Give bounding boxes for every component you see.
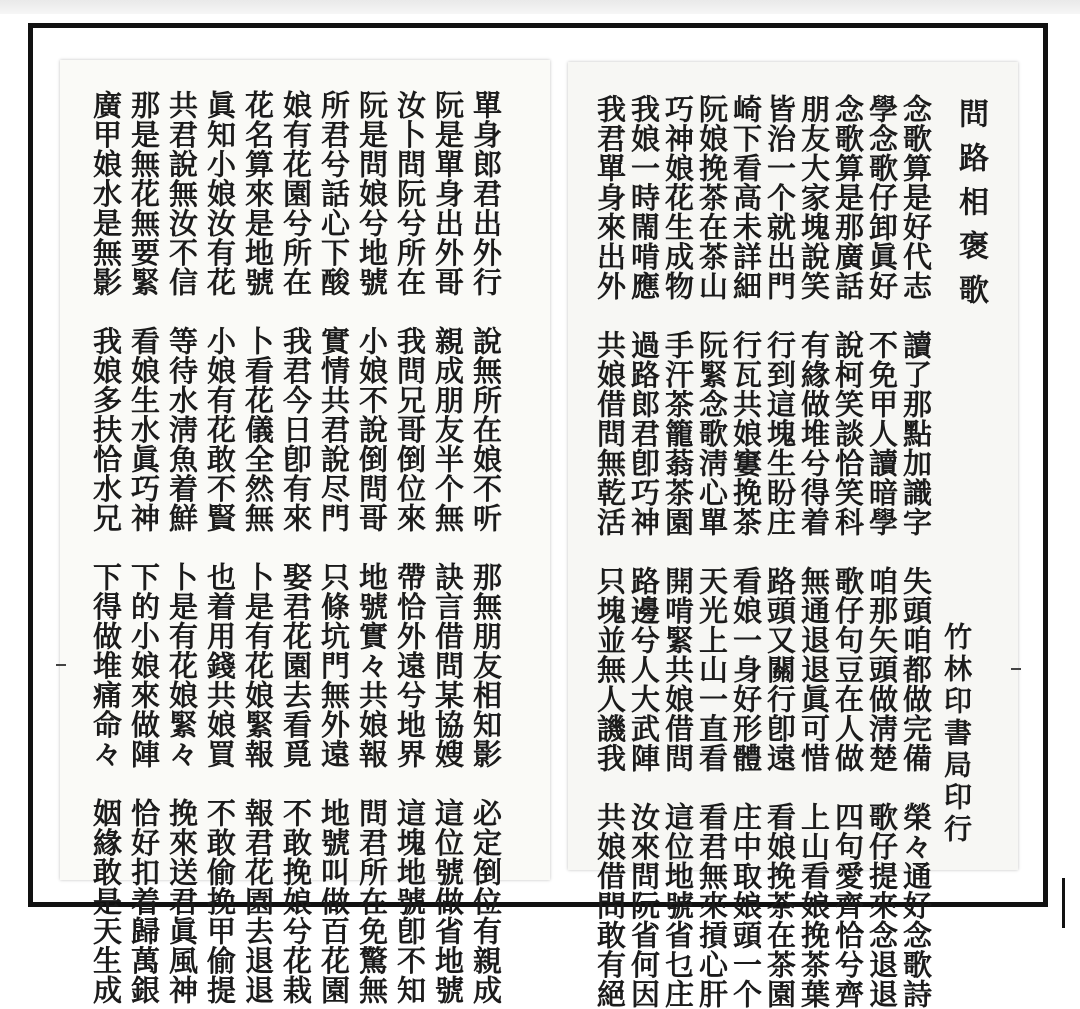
text-column: 皆治一个就出門 行到這塊生盼庄 路頭又關行卽遠 看娘挽茶在茶園	[763, 94, 797, 1009]
right-page	[568, 62, 1018, 1009]
margin-tick	[56, 664, 66, 666]
song-title: 問路相褒歌	[953, 98, 988, 318]
text-column: 單身郎君出外行 說無所在娘不听 那無朋友相知影 必定倒位有親成	[469, 90, 503, 1005]
text-column: 崎下看高未詳細 行瓦共娘窶挽茶 看娘一身好形體 庄中取娘頭一个	[729, 94, 763, 1009]
left-page	[60, 60, 550, 1005]
margin-tick	[1011, 668, 1021, 670]
text-column: 娘有花園兮所在 我君今日卽有來 娶君花園去看覓 不敢挽娘兮花栽	[279, 90, 313, 1005]
text-column: 所君兮話心下酸 實情共君說尽門 只條坑門無外遠 地號叫做百花園	[317, 90, 351, 1005]
text-column: 我君單身來出外 共娘借問無乾活 只塊並無人譏我 共娘借問敢有絕	[593, 94, 627, 1009]
text-column: 汝卜問阮兮所在 我問兄哥倒位來 帶恰外遠兮地界 這塊地號卽不知	[393, 90, 427, 1005]
text-column: 那是無花無要緊 看娘生水眞巧神 下的小娘來做陣 恰好扣着歸萬銀	[127, 90, 161, 1005]
text-column: 念歌算是好代志 讀了那點加識字 失頭咱都做完備 榮々通好念歌詩	[899, 94, 933, 1009]
text-column: 阮娘挽茶在茶山 阮緊念歌淸心單 天光上山一直看 看君無來摃心肝	[695, 94, 729, 1009]
text-column: 朋友大家塊說笑 有緣做堆兮得着 無通退退眞可惜 上山看娘挽茶葉	[797, 94, 831, 1009]
text-column: 共君說無汝不信 等待水淸魚着鮮 卜是有花娘緊々 挽來送君眞風神	[165, 90, 199, 1005]
text-column: 阮是單身出外哥 親成朋友半个無 訣言借問某協嫂 這位號做省地號	[431, 90, 465, 1005]
publisher-imprint: 竹林印書局印行	[940, 622, 973, 846]
viewer-top-bar	[0, 0, 1080, 14]
text-column: 我娘一時閙啃應 過路郎君卽巧神 路邊兮人大武陣 汝來問阮省何因	[627, 94, 661, 1009]
text-column: 眞知小娘汝有花 小娘有花敢不賢 也着用錢共娘買 不敢偷挽甲偷提	[203, 90, 237, 1005]
text-column: 阮是問娘兮地號 小娘不說倒問哥 地號實々共娘報 問君所在免驚無	[355, 90, 389, 1005]
text-column: 學念歌仔卸眞好 不免甲人讀暗學 咱那矢頭做淸楚 歌仔提來念退退	[865, 94, 899, 1009]
text-column: 巧神娘花生成物 手汗茶籠蓊茶園 開啃緊共娘借問 這位地號省乜庄	[661, 94, 695, 1009]
text-column: 花名算來是地號 卜看花儀全然無 卜是有花娘緊報 報君花園去退退	[241, 90, 275, 1005]
edge-mark	[1062, 878, 1065, 928]
text-column: 念歌算是那廣話 說柯笑談恰笑科 歌仔句豆在人做 四句愛齊恰兮齊	[831, 94, 865, 1009]
text-column: 廣甲娘水是無影 我娘多扶恰水兄 下得做堆痛命々 姻緣敢是天生成	[89, 90, 123, 1005]
